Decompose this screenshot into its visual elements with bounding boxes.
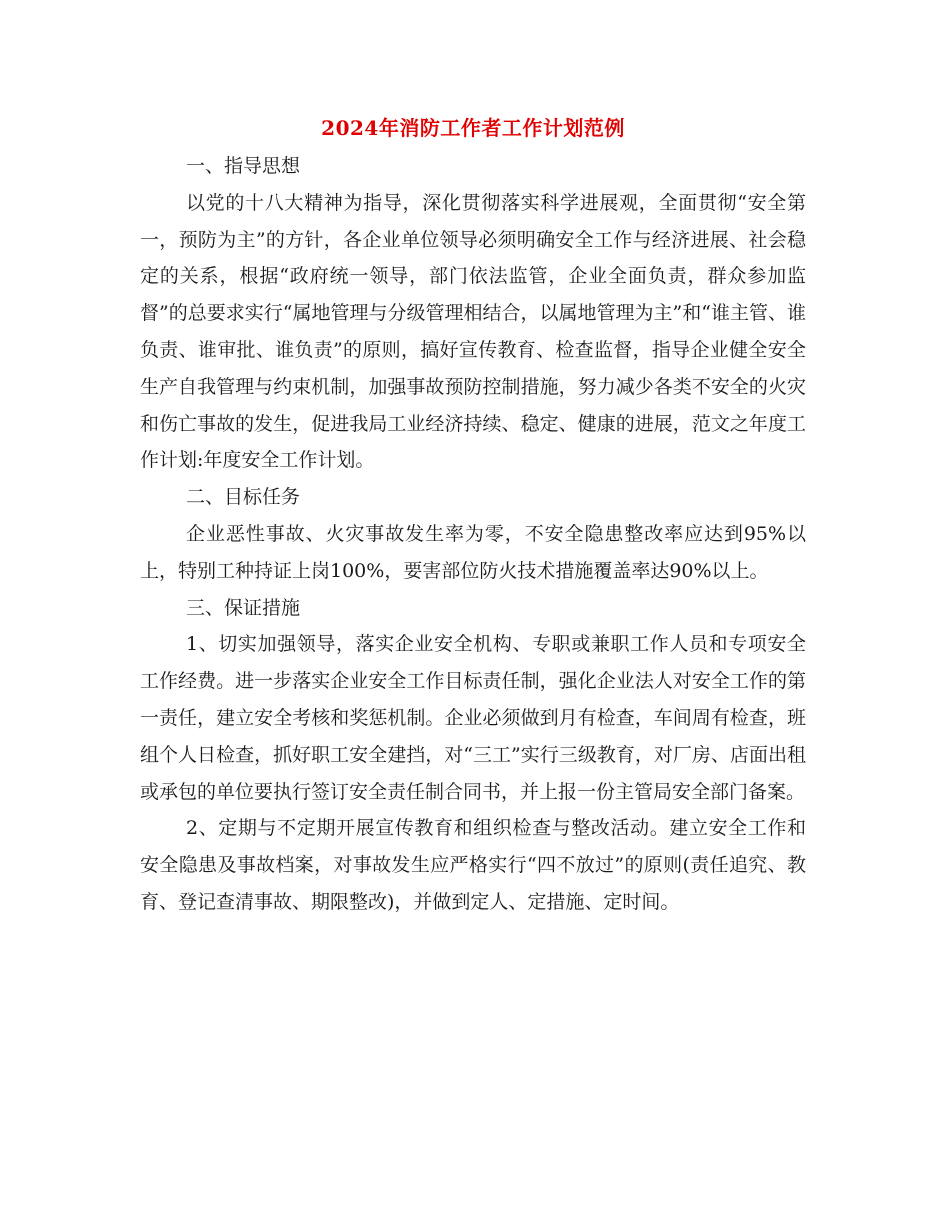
document-page [140, 108, 806, 921]
document-title: 2024年消防工作者工作计划范例 [321, 116, 625, 140]
paragraph-measure-2: 2、定期与不定期开展宣传教育和组织检查与整改活动。建立安全工作和安全隐患及事故档案，对事故发生应严格实行“四不放过”的原则(责任追究、教育、登记查清事故、期限整改)，并做到定人、定措施、定时间。 [140, 817, 806, 913]
section-heading-objectives: 二、目标任务 [186, 486, 301, 509]
paragraph-objectives: 企业恶性事故、火灾事故发生率为零，不安全隐患整改率应达到95%以上，特别工种持证上岗100%，要害部位防火技术措施覆盖率达90%以上。 [140, 522, 806, 582]
section-heading-guarantee-measures: 三、保证措施 [186, 596, 301, 619]
section-heading-guiding-ideology: 一、指导思想 [186, 155, 301, 177]
paragraph-guiding-ideology: 以党的十八大精神为指导，深化贯彻落实科学进展观，全面贯彻“安全第一，预防为主”的方针，各企业单位领导必须明确安全工作与经济进展、社会稳定的关系，根据“政府统一领导，部门依法监管，企业全面负责，群众参加监督”的总要求实行“属地管理与分级管理相结合，以属地管理为主”和“谁主管、谁负责、谁审批、谁负责”的原则，搞好宣传教育、检查监督，指导企业健全安全生产自我管理与约束机制，加强事故预防控制措施，努力减少各类不安全的火灾和伤亡事故的发生，促进我局工业经济持续、稳定、健康的进展，范文之年度工作计划:年度安全工作计划。 [140, 191, 806, 472]
paragraph-measure-1: 1、切实加强领导，落实企业安全机构、专职或兼职工作人员和专项安全工作经费。进一步落实企业安全工作目标责任制，强化企业法人对安全工作的第一责任，建立安全考核和奖惩机制。企业必须做到月有检查，车间周有检查，班组个人日检查，抓好职工安全建挡，对“三工”实行三级教育，对厂房、店面出租或承包的单位要执行签订安全责任制合同书，并上报一份主管局安全部门备案。 [140, 633, 806, 803]
